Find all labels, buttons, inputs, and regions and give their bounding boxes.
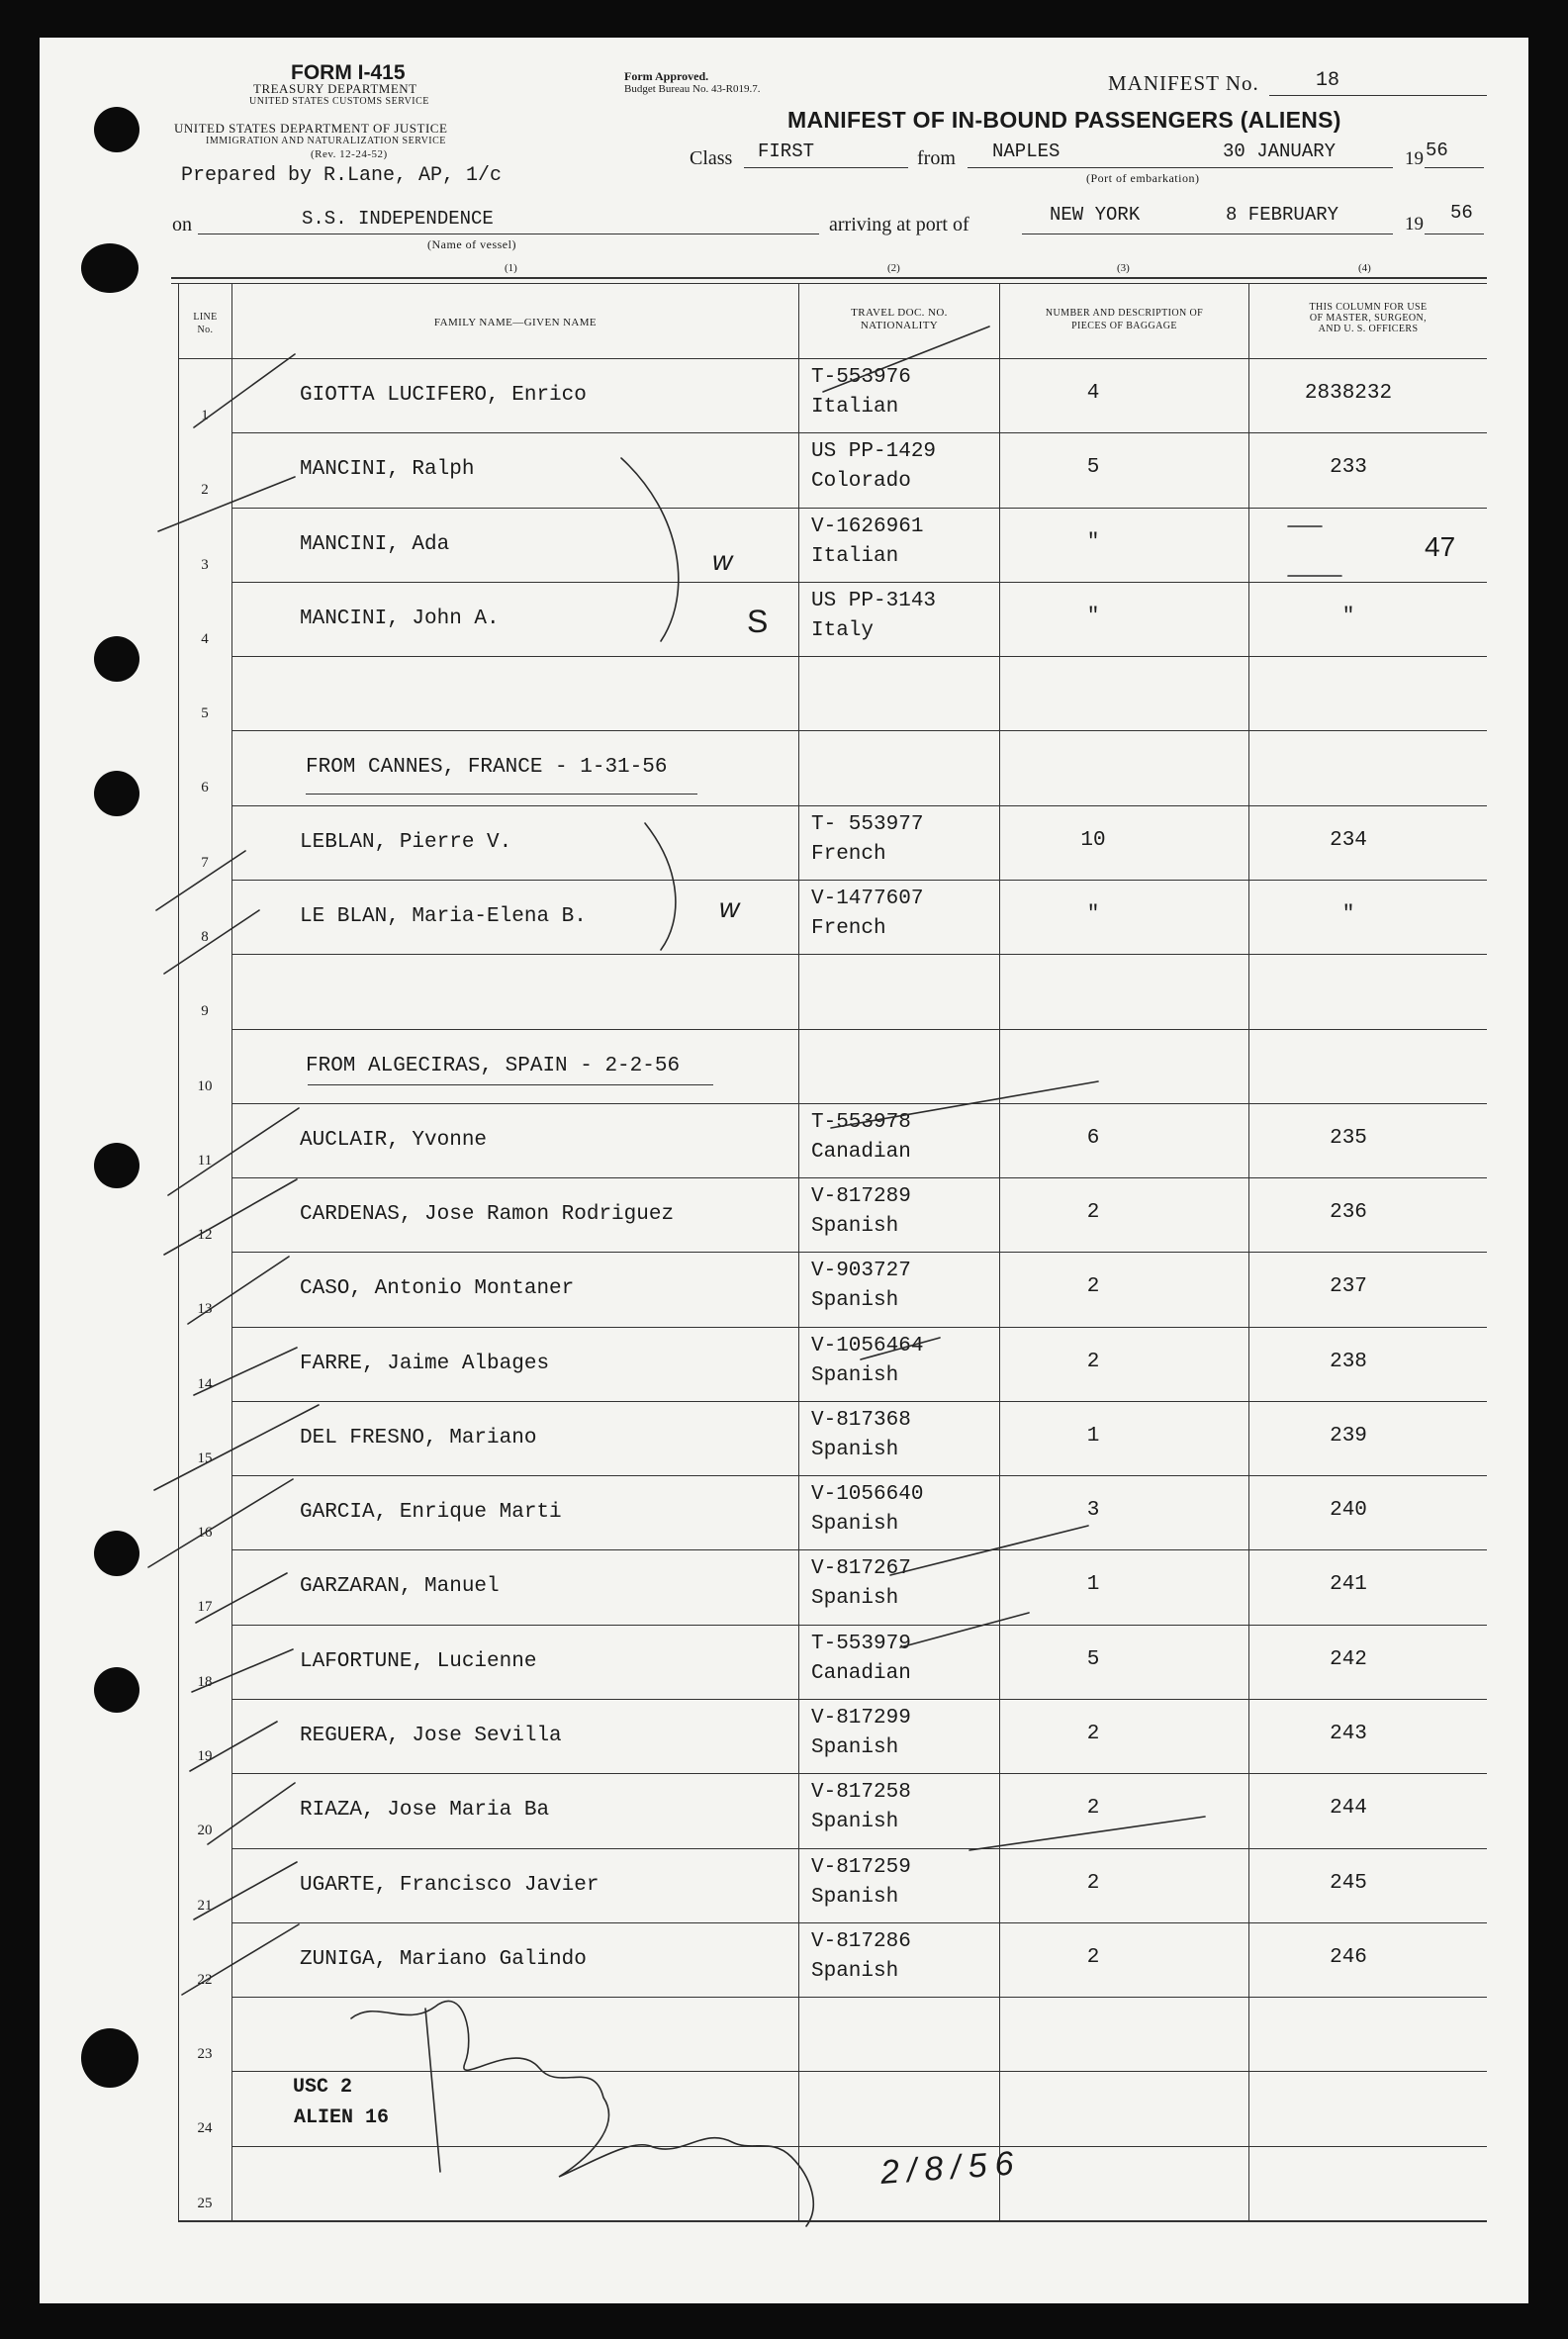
line-number: 7 [201,855,209,871]
line-number: 4 [201,631,209,647]
baggage-count: 2 [1086,1797,1100,1820]
row-rule [231,1401,1487,1402]
row-rule [231,1848,1487,1849]
line-number: 24 [197,2120,213,2136]
nationality: Spanish [811,1811,899,1833]
travel-doc-number: V-1477607 [811,888,924,910]
punch-hole [94,771,139,816]
travel-doc-number: US PP-3143 [811,590,937,612]
class-label: Class [690,147,733,169]
line-number: 17 [197,1599,213,1615]
line-number: 9 [201,1003,209,1019]
row-rule [231,1327,1487,1328]
passenger-name: CASO, Antonio Montaner [300,1277,575,1300]
table-bottom-rule [178,2220,1487,2222]
nationality: Spanish [811,1587,899,1610]
passenger-name: CARDENAS, Jose Ramon Rodriguez [300,1203,675,1226]
baggage-count: 1 [1086,1573,1100,1596]
line-number: 10 [197,1078,213,1094]
row-rule [231,1625,1487,1626]
row-rule [231,1699,1487,1700]
travel-doc-number: V-1056464 [811,1335,924,1357]
embarkation-date: 30 JANUARY [1223,140,1337,162]
table-top-rule [171,283,1487,284]
form-approved: Form Approved. [624,69,709,83]
manifest-number-label: MANIFEST No. [1108,71,1259,95]
passenger-name: AUCLAIR, Yvonne [300,1129,488,1152]
officer-entry: 234 [1330,829,1367,852]
nationality: Italy [811,619,875,642]
line-number: 15 [197,1450,213,1466]
baggage-count: 2 [1086,1723,1100,1745]
baggage-count: 5 [1086,1648,1100,1671]
vessel-name: S.S. INDEPENDENCE [302,208,494,230]
baggage-count: 2 [1086,1275,1100,1298]
line-number: 25 [197,2196,213,2211]
embarkation-port: NAPLES [992,140,1061,162]
row-rule [231,1177,1487,1178]
baggage-count: 6 [1086,1127,1100,1150]
passenger-name: REGUERA, Jose Sevilla [300,1725,562,1747]
baggage-count: 2 [1086,1351,1100,1373]
alien-count: ALIEN 16 [294,2106,390,2129]
passenger-name: GARZARAN, Manuel [300,1575,500,1598]
travel-doc-number: V-1056640 [811,1483,924,1506]
baggage-count: " [1086,531,1100,554]
line-number: 21 [197,1898,213,1914]
officer-entry: 235 [1330,1127,1367,1150]
section-heading-underline [306,794,697,795]
arrival-year: 56 [1450,202,1473,224]
form-number: FORM I-415 [291,61,406,84]
nationality: French [811,917,886,940]
baggage-count: " [1086,903,1100,926]
travel-doc-number: T- 553977 [811,813,924,836]
punch-hole [94,636,139,682]
dept-justice-sub: IMMIGRATION AND NATURALIZATION SERVICE [206,136,446,146]
nationality: Spanish [811,1960,899,1983]
row-rule [231,2071,1487,2072]
manifest-title: MANIFEST OF IN-BOUND PASSENGERS (ALIENS) [787,107,1341,133]
table-left-border [178,283,179,2220]
line-number: 3 [201,557,209,573]
line-number: 14 [197,1376,213,1392]
column-number: (2) [887,262,900,274]
officer-entry: 241 [1330,1573,1367,1596]
travel-doc-number: US PP-1429 [811,440,937,463]
passenger-name: MANCINI, Ralph [300,458,475,481]
prepared-by: Prepared by R.Lane, AP, 1/c [181,164,503,187]
nationality: Spanish [811,1289,899,1312]
nationality: Spanish [811,1736,899,1759]
row-rule [231,1029,1487,1030]
passenger-name: MANCINI, Ada [300,533,450,556]
officer-entry: 245 [1330,1872,1367,1895]
nationality: Canadian [811,1141,911,1164]
signature-date: 2/8/56 [878,2144,1023,2192]
passenger-name: LAFORTUNE, Lucienne [300,1650,537,1673]
on-label: on [172,214,192,235]
passenger-name: UGARTE, Francisco Javier [300,1874,600,1897]
nationality: Canadian [811,1662,911,1685]
line-number: 12 [197,1227,213,1243]
punch-hole [94,1531,139,1576]
embarkation-year-prefix: 19 [1405,148,1424,169]
baggage-count: 4 [1086,382,1100,405]
officer-entry: 233 [1330,456,1367,479]
travel-doc-number: V-903727 [811,1260,911,1282]
passenger-name: ZUNIGA, Mariano Galindo [300,1948,587,1971]
line-number: 6 [201,780,209,795]
row-rule [231,582,1487,583]
line-number: 16 [197,1525,213,1541]
passenger-name: RIAZA, Jose Maria Ba [300,1799,550,1822]
handwritten-s: S [747,604,769,639]
row-rule [231,730,1487,731]
punch-hole [81,243,138,293]
class-value: FIRST [758,140,815,162]
manifest-number-line [1269,95,1487,96]
nationality: Italian [811,545,899,568]
officer-entry: 2838232 [1304,382,1393,405]
line-number: 22 [197,1972,213,1988]
travel-doc-number: T-553978 [811,1111,911,1134]
header-name: FAMILY NAME—GIVEN NAME [433,317,598,328]
row-rule [231,656,1487,657]
travel-doc-number: V-817258 [811,1781,911,1804]
line-number: 13 [197,1301,213,1317]
row-rule [231,1549,1487,1550]
table-header-rule [178,358,1487,359]
punch-hole [94,107,139,152]
officer-entry: 236 [1330,1201,1367,1224]
baggage-count: 3 [1086,1499,1100,1522]
passenger-name: DEL FRESNO, Mariano [300,1427,537,1450]
header-officers: THIS COLUMN FOR USE OF MASTER, SURGEON, AND U. S. OFFICERS [1309,302,1428,334]
section-heading: FROM ALGECIRAS, SPAIN - 2-2-56 [306,1055,681,1077]
travel-doc-number: T-553976 [811,366,911,389]
line-number: 11 [197,1153,213,1169]
header-travel-doc: TRAVEL DOC. NO. NATIONALITY [851,307,948,331]
baggage-count: 2 [1086,1946,1100,1969]
line-number: 8 [201,929,209,945]
nationality: French [811,843,886,866]
column-number: (4) [1358,262,1371,274]
nationality: Spanish [811,1364,899,1387]
nationality: Italian [811,396,899,419]
nationality: Colorado [811,470,911,493]
officer-entry: 239 [1330,1425,1367,1448]
punch-hole [81,2028,138,2088]
class-line [744,167,908,168]
line-number: 19 [197,1748,213,1764]
row-rule [231,880,1487,881]
punch-hole [94,1143,139,1188]
embarkation-year: 56 [1426,140,1448,161]
baggage-count: 2 [1086,1872,1100,1895]
row-rule [231,508,1487,509]
from-line [968,167,1393,168]
baggage-count: 2 [1086,1201,1100,1224]
dept-treasury: TREASURY DEPARTMENT [253,81,417,96]
officer-entry: 237 [1330,1275,1367,1298]
vessel-caption: (Name of vessel) [427,237,516,251]
nationality: Spanish [811,1513,899,1536]
passenger-name: GARCIA, Enrique Marti [300,1501,562,1524]
officer-entry: 238 [1330,1351,1367,1373]
budget-bureau: Budget Bureau No. 43-R019.7. [624,83,761,95]
nationality: Spanish [811,1439,899,1461]
travel-doc-number: V-817286 [811,1930,911,1953]
passenger-name: MANCINI, John A. [300,608,500,630]
line-number: 18 [197,1674,213,1690]
table-top-rule [171,277,1487,279]
baggage-count: " [1086,606,1100,628]
baggage-count: 1 [1086,1425,1100,1448]
row-rule [231,1475,1487,1476]
travel-doc-number: T-553979 [811,1633,911,1655]
travel-doc-number: V-817267 [811,1557,911,1580]
arrival-date: 8 FEBRUARY [1226,204,1339,226]
passenger-name: LE BLAN, Maria-Elena B. [300,905,587,928]
row-rule [231,1773,1487,1774]
form-revision: (Rev. 12-24-52) [311,148,388,160]
punch-hole [94,1667,139,1713]
embarkation-caption: (Port of embarkation) [1086,171,1200,185]
nationality: Spanish [811,1215,899,1238]
officer-entry: 240 [1330,1499,1367,1522]
usc-count: USC 2 [293,2076,353,2099]
from-label: from [917,147,956,169]
line-number: 23 [197,2046,213,2062]
column-number: (3) [1117,262,1130,274]
section-heading: FROM CANNES, FRANCE - 1-31-56 [306,756,668,779]
officer-entry: 246 [1330,1946,1367,1969]
officer-entry: 244 [1330,1797,1367,1820]
arriving-label: arriving at port of [829,214,969,235]
officer-entry: " [1341,606,1355,628]
row-rule [231,1103,1487,1104]
travel-doc-number: V-817368 [811,1409,911,1432]
travel-doc-number: V-817289 [811,1185,911,1208]
manifest-number: 18 [1316,69,1340,92]
row-rule [231,954,1487,955]
passenger-name: GIOTTA LUCIFERO, Enrico [300,384,587,407]
travel-doc-number: V-817259 [811,1856,911,1879]
line-number: 2 [201,482,209,498]
row-rule [231,1997,1487,1998]
row-rule [231,805,1487,806]
embarkation-year-line [1425,167,1484,168]
baggage-count: 5 [1086,456,1100,479]
nationality: Spanish [811,1886,899,1909]
travel-doc-number: V-817299 [811,1707,911,1730]
officer-entry: 243 [1330,1723,1367,1745]
line-number: 1 [201,408,209,423]
column-number: (1) [505,262,517,274]
officer-entry: 47 [1425,531,1456,562]
officer-entry: " [1341,903,1355,926]
line-number: 20 [197,1823,213,1838]
arrival-port: NEW YORK [1050,204,1141,226]
section-heading-underline [308,1084,713,1085]
dept-justice: UNITED STATES DEPARTMENT OF JUSTICE [174,121,448,136]
row-rule [231,1252,1487,1253]
arrival-year-prefix: 19 [1405,214,1424,234]
row-rule [231,1922,1487,1923]
travel-doc-number: V-1626961 [811,515,924,538]
row-rule [231,2146,1487,2147]
handwritten-w: w [712,545,733,576]
header-line-no: LINE No. [193,312,218,335]
handwritten-w: w [719,892,740,923]
passenger-name: FARRE, Jaime Albages [300,1353,550,1375]
header-baggage: NUMBER AND DESCRIPTION OF PIECES OF BAGGAGE [1045,308,1204,331]
officer-entry: 242 [1330,1648,1367,1671]
line-number: 5 [201,705,209,721]
baggage-count: 10 [1080,829,1106,852]
row-rule [231,432,1487,433]
passenger-name: LEBLAN, Pierre V. [300,831,512,854]
dept-treasury-sub: UNITED STATES CUSTOMS SERVICE [249,96,429,107]
